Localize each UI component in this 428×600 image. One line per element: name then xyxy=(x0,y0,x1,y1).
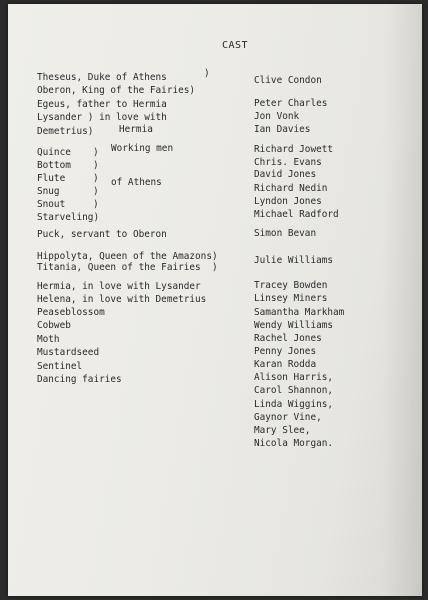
role-demetrius: Demetrius) xyxy=(37,126,94,137)
actor-name: David Jones xyxy=(254,169,317,180)
role-helena: Helena, in love with Demetrius xyxy=(37,294,207,305)
role-flute: Flute xyxy=(37,173,66,184)
role-hippolyta: Hippolyta, Queen of the Amazons) xyxy=(37,251,218,262)
role-bottom: Bottom xyxy=(37,160,71,171)
actor-name: Linsey Miners xyxy=(254,293,328,304)
role-sentinel: Sentinel xyxy=(37,361,83,372)
actor-name: Richard Jowett xyxy=(254,144,334,155)
actor-name: Tracey Bowden xyxy=(254,280,328,291)
actor-name: Simon Bevan xyxy=(254,228,317,239)
role-peaseblossom: Peaseblossom xyxy=(37,307,105,318)
actor-name: Lyndon Jones xyxy=(254,196,322,207)
role-dancing-fairies: Dancing fairies xyxy=(37,374,122,385)
actor-name: Alison Harris, xyxy=(254,372,334,383)
role-starveling: Starveling) xyxy=(37,212,100,223)
actor-name: Julie Williams xyxy=(254,255,334,266)
role-lysander: Lysander ) in love with xyxy=(37,112,167,123)
role-quince: Quince xyxy=(37,147,71,158)
role-bracket: ) xyxy=(93,160,99,171)
role-bracket: ) xyxy=(93,147,99,158)
cast-sheet xyxy=(8,4,422,596)
role-mustardseed: Mustardseed xyxy=(37,347,100,358)
actor-name: Carol Shannon, xyxy=(254,385,334,396)
role-bracket: ) xyxy=(204,68,210,79)
actor-name: Jon Vonk xyxy=(254,111,300,122)
actor-name: Chris. Evans xyxy=(254,157,322,168)
role-working-men: Working men xyxy=(111,143,174,154)
actor-name: Michael Radford xyxy=(254,209,339,220)
actor-name: Penny Jones xyxy=(254,346,317,357)
page-title: CAST xyxy=(222,40,249,51)
role-moth: Moth xyxy=(37,334,60,345)
actor-name: Peter Charles xyxy=(254,98,328,109)
actor-name: Samantha Markham xyxy=(254,307,345,318)
role-snug: Snug xyxy=(37,186,60,197)
actor-name: Rachel Jones xyxy=(254,333,322,344)
role-titania: Titania, Queen of the Fairies ) xyxy=(37,262,218,273)
role-oberon: Oberon, King of the Fairies) xyxy=(37,85,196,96)
role-snout: Snout xyxy=(37,199,66,210)
role-of-athens: of Athens xyxy=(111,177,162,188)
role-egeus: Egeus, father to Hermia xyxy=(37,99,167,110)
role-bracket: ) xyxy=(93,186,99,197)
role-theseus: Theseus, Duke of Athens xyxy=(37,72,167,83)
actor-name: Karan Rodda xyxy=(254,359,317,370)
actor-name: Nicola Morgan. xyxy=(254,438,334,449)
role-bracket: ) xyxy=(93,199,99,210)
actor-name: Gaynor Vine, xyxy=(254,412,322,423)
role-cobweb: Cobweb xyxy=(37,320,71,331)
actor-name: Richard Nedin xyxy=(254,183,328,194)
actor-name: Mary Slee, xyxy=(254,425,311,436)
role-puck: Puck, servant to Oberon xyxy=(37,229,167,240)
actor-name: Clive Condon xyxy=(254,75,322,86)
role-hermia-word: Hermia xyxy=(119,124,153,135)
role-hermia: Hermia, in love with Lysander xyxy=(37,281,201,292)
actor-name: Wendy Williams xyxy=(254,320,334,331)
actor-name: Linda Wiggins, xyxy=(254,399,334,410)
role-bracket: ) xyxy=(93,173,99,184)
actor-name: Ian Davies xyxy=(254,124,311,135)
